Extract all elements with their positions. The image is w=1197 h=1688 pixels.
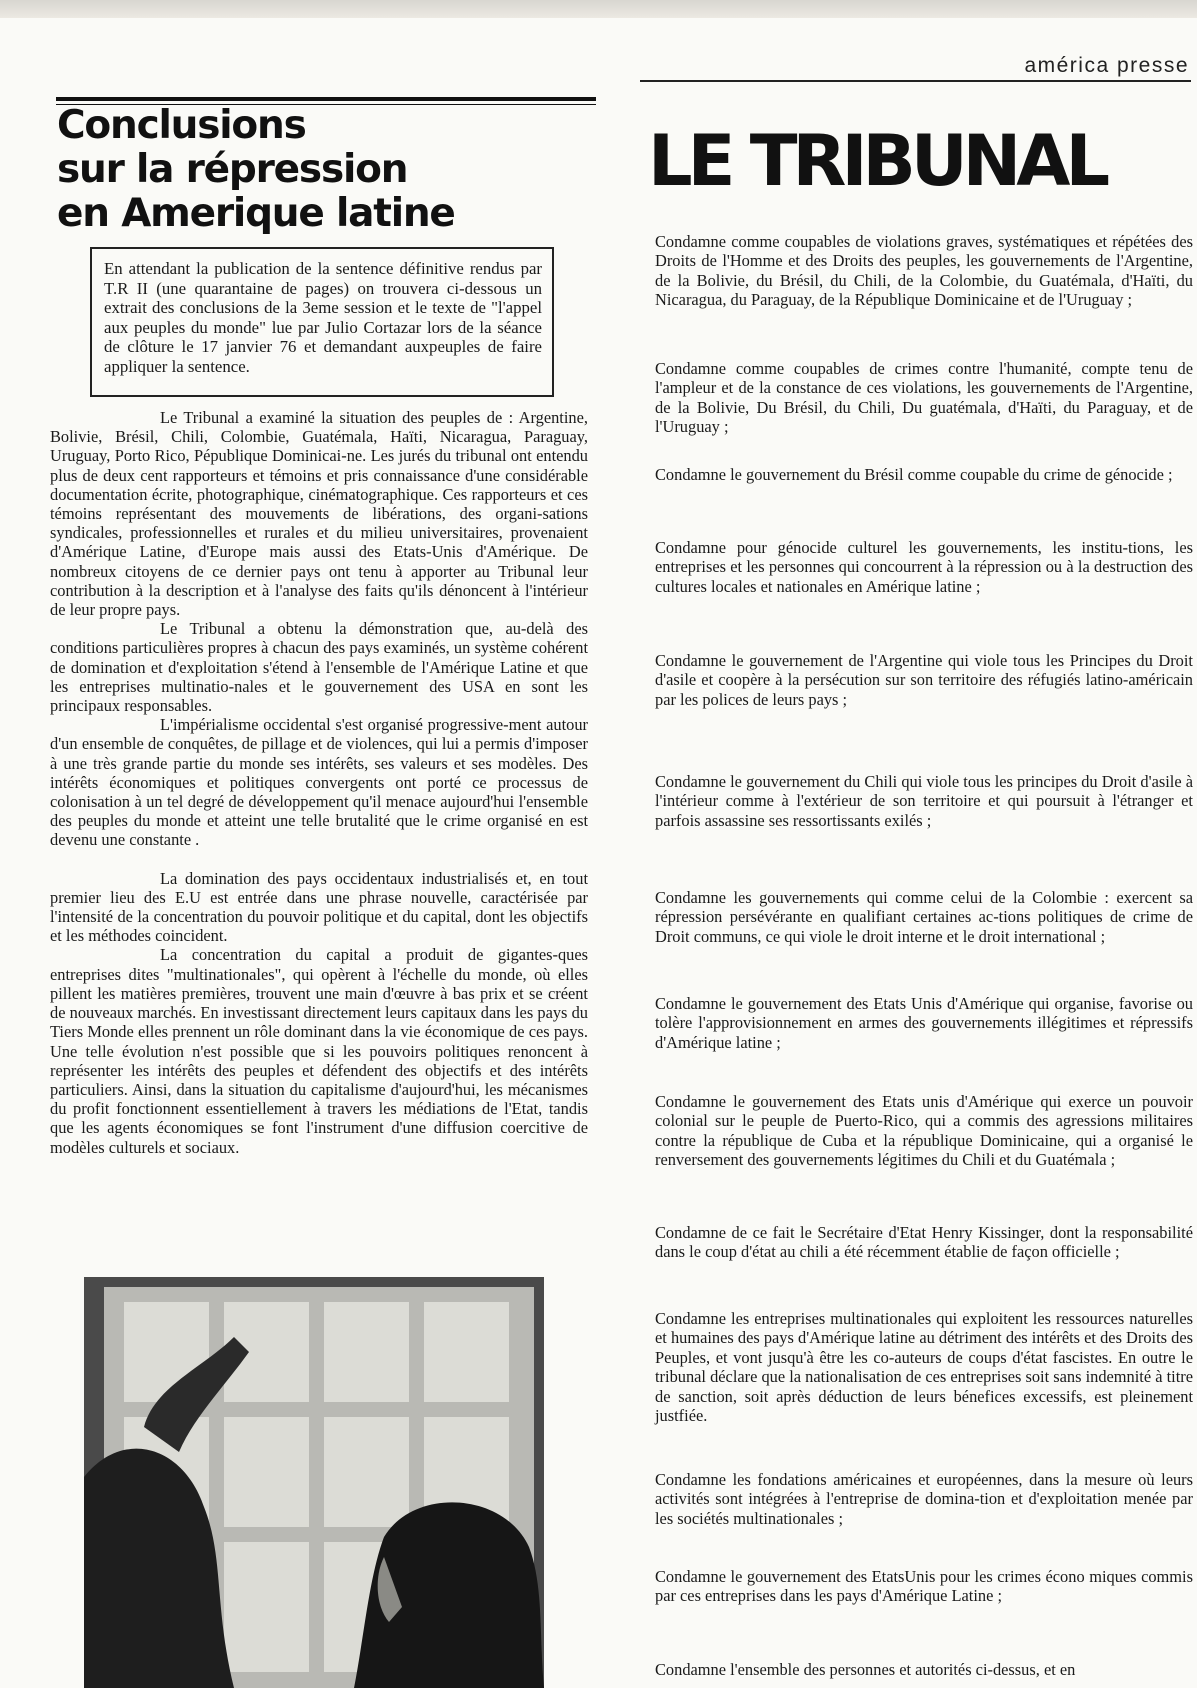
verdict-item: Condamne les fondations américaines et européennes, dans la mesure où leurs activités sont intégrées à l'entreprise de domina-tion et d'exploitation menée par les sociétés multinationales ; [655,1470,1193,1528]
headline-line-3: en Amerique latine [57,191,455,236]
headline-rule-thick [56,97,596,101]
verdict-item: Condamne le gouvernement des Etats Unis d'Amérique qui organise, favorise ou tolère l'approvisionnement en armes des gouvernements illégitimes et répressifs d'Amérique latine ; [655,994,1193,1052]
intro-box: En attendant la publication de la sentence définitive rendus par T.R II (une quarantaine de pages) on trouvera ci-dessous un extrait des conclusions de la 3eme session et le texte de "l'appel aux peuples du monde" lue par Julio Cortazar lors de la séance de clôture le 17 janvier 76 et demandant auxpeuples de faire appliquer la sentence. [90,247,554,397]
tribunal-title: LE TRIBUNAL [648,120,1106,202]
verdict-item: Condamne les entreprises multinationales qui exploitent les ressources naturelles et humaines des pays d'Amérique latine au détriment des intérêts et des Droits des Peuples, et vont jusqu'à être les co-auteurs de coups d'état fascistes. En outre le tribunal déclare que la nationalisation de ces entreprises soit sans indemnité à titre de sanction, soit après déduction de leurs bénefices excessifs, est pleinement justfiée. [655,1309,1193,1426]
page-top-edge [0,0,1197,18]
article-photo [84,1277,544,1688]
body-paragraph: La domination des pays occidentaux industrialisés et, en tout premier lieu des E.U est entrée dans une phrase nouvelle, caractérisée par l'intensité de la concentration du pouvoir politique et du capital, dont les objectifs et les méthodes coincident. [50,868,588,946]
body-paragraph: Le Tribunal a obtenu la démonstration que, au-delà des conditions particulières propres à chacun des pays examinés, un système cohérent de domination et d'exploitation s'étend à l'ensemble de l'Amérique Latine et que les entreprises multinatio-nales et le gouvernement des USA en sont les principaux responsables. [50,619,588,716]
body-paragraph: Le Tribunal a examiné la situation des peuples de : Argentine, Bolivie, Brésil, Chili, Colombie, Guatémala, Haïti, Nicaragua, Paraguay, Uruguay, Porto Rico, Pépublique Dominicai-ne. Les jurés du tribunal ont entendu plus de deux cent rapporteurs et témoins et pris connaissance d'une considérable documentation écrite, photographique, cinématographique. Ces rapporteurs et ces témoins représentant des mouvements de libérations, des organi-sations syndicales, professionnelles et rurales et du milieu universitaires, provenaient d'Amérique Latine, d'Europe mais aussi des Etats-Unis d'Amérique. De nombreux citoyens de ce dernier pays ont tenu à apporter au Tribunal leur contribution à la description et à l'analyse des faits qu'ils dénoncent à l'intérieur de leur propre pays. [50,408,588,620]
verdict-item: Condamne le gouvernement des Etats unis d'Amérique qui exerce un pouvoir colonial sur le peuple de Puerto-Rico, qui a commis des agressions militaires contre la république de Cuba et la république Dominicaine, qui a organisé le renversement des gouvernements légitimes du Chili et du Guatémala ; [655,1092,1193,1170]
article-headline [57,104,587,236]
verdict-item: Condamne le gouvernement du Chili qui viole tous les principes du Droit d'asile à l'intérieur comme à l'extérieur de son territoire et qui poursuit à l'étranger et parfois assassine ses ressortissants exilés ; [655,772,1193,830]
body-paragraph: L'impérialisme occidental s'est organisé progressive-ment autour d'un ensemble de conquêtes, de pillage et de violences, qui lui a permis d'imposer à une très grande partie du monde ses intérêts, ses valeurs et ses modèles. Des intérêts économiques et politiques convergents ont porté ce processus de colonisation à un tel degré de développement qu'il menace aujourd'hui l'ensemble des peuples du monde et atteint une telle brutalité que le crime organisé en est devenu une constante . [50,715,588,850]
verdict-item: Condamne le gouvernement des EtatsUnis pour les crimes écono miques commis par ces entreprises dans les pays d'Amérique Latine ; [655,1567,1193,1606]
verdict-item: Condamne pour génocide culturel les gouvernements, les institu-tions, les entreprises et les personnes qui concourrent à la répression ou à la destruction des cultures locales et nationales en Amérique latine ; [655,538,1193,596]
verdict-item: Condamne le gouvernement de l'Argentine qui viole tous les Principes du Droit d'asile et coopère à la persécution sur son territoire des réfugiés latino-américain par les polices de leurs pays ; [655,651,1193,709]
headline-line-1: Conclusions [57,103,306,148]
headline-line-2: sur la répression [57,147,408,192]
verdict-item: Condamne comme coupables de crimes contre l'humanité, compte tenu de l'ampleur et de la constance de ces violations, les gouvernements de l'Argentine, de la Bolivie, Du Brésil, du Chili, Du guatémala, d'Haïti, du Paraguay, et de l'Uruguay ; [655,359,1193,437]
photo-image [84,1277,544,1688]
masthead: américa presse [1024,54,1189,77]
verdict-item: Condamne le gouvernement du Brésil comme coupable du crime de génocide ; [655,465,1173,484]
verdict-item: Condamne de ce fait le Secrétaire d'Etat Henry Kissinger, dont la responsabilité dans le coup d'état au chili a été récemment établie de façon officielle ; [655,1223,1193,1262]
verdict-item: Condamne l'ensemble des personnes et autorités ci-dessus, et en [655,1660,1076,1679]
article-body [50,408,588,1157]
body-paragraph: La concentration du capital a produit de gigantes-ques entreprises dites "multinationales", qui opèrent à l'échelle du monde, où elles pillent les matières premières, trouvent une main d'œuvre à bas prix et se créent de nouveaux marchés. En investissant directement leurs capitaux dans les pays du Tiers Monde elles prennent un rôle dominant dans la vie économique de ces pays. Une telle évolution n'est possible que si les pouvoirs politiques renoncent à représenter les intérêts des peuples et défendent des objectifs et des intérêts particuliers. Ainsi, dans la situation du capitalisme d'aujourd'hui, les mécanismes du profit fonctionnent essentiellement à travers les médiations de l'Etat, tandis que les agents économiques se font l'instrument d'une diffusion coercitive de modèles culturels et sociaux. [50,945,588,1157]
masthead-rule [640,80,1191,82]
verdict-item: Condamne comme coupables de violations graves, systématiques et répétées des Droits de l'Homme et des Droits des peuples, les gouvernements de l'Argentine, de la Bolivie, du Brésil, du Chili, de la Colombie, du Guatémala, d'Haïti, du Nicaragua, du Paraguay, de la République Dominicaine et de l'Uruguay ; [655,232,1193,310]
verdict-item: Condamne les gouvernements qui comme celui de la Colombie : exercent sa répression persévérante en qualifiant certaines ac-tions politiques de crime de Droit communs, ce qui viole le droit interne et le droit international ; [655,888,1193,946]
